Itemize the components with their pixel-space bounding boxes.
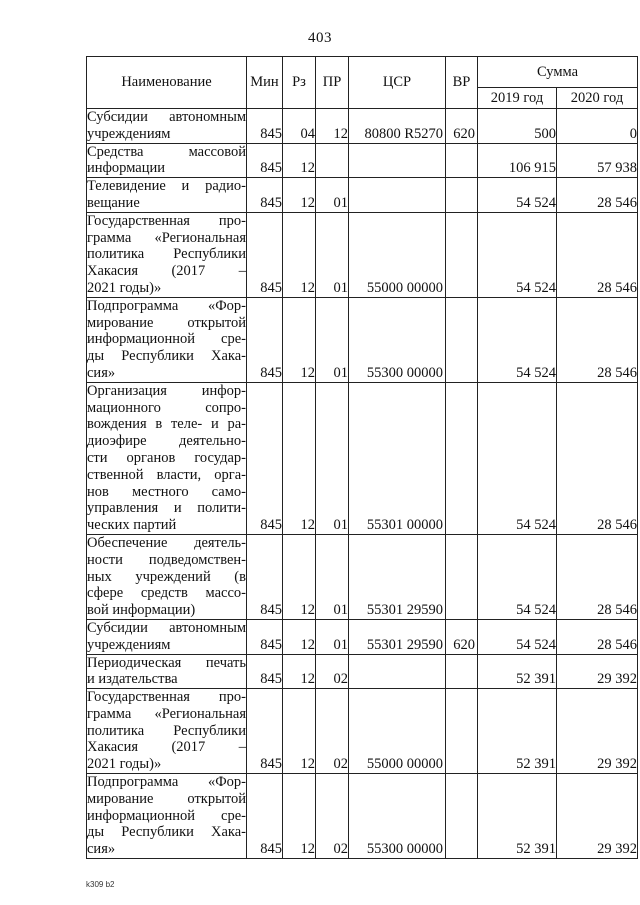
row-amount-2019: 54 524 (478, 534, 557, 619)
row-amount-2019: 52 391 (478, 774, 557, 859)
table-row (87, 212, 638, 297)
row-min: 845 (247, 619, 283, 654)
row-name-line: грамма «Региональная (87, 705, 246, 722)
row-name-line: мационного сопро- (87, 399, 246, 416)
row-name-line: Телевидение и радио- (87, 178, 246, 195)
row-name-line: Организация инфор- (87, 382, 246, 399)
budget-table (86, 56, 638, 859)
row-name-line: диоэфире деятельно- (87, 433, 246, 450)
row-name-line: вождения в теле- и ра- (87, 416, 246, 433)
row-rz: 12 (283, 619, 316, 654)
row-pr: 01 (316, 297, 349, 382)
row-amount-2019: 54 524 (478, 212, 557, 297)
row-amount-2020: 57 938 (557, 143, 638, 178)
row-pr: 02 (316, 774, 349, 859)
row-pr: 01 (316, 534, 349, 619)
row-name (87, 212, 247, 297)
row-csr (349, 178, 446, 213)
row-name-line: сти органов государ- (87, 449, 246, 466)
header-vr: ВР (446, 57, 478, 109)
row-vr (446, 689, 478, 774)
row-csr (349, 654, 446, 689)
row-vr (446, 382, 478, 534)
row-pr: 01 (316, 619, 349, 654)
row-name-line: Подпрограмма «Фор- (87, 297, 246, 314)
row-amount-2020: 28 546 (557, 534, 638, 619)
row-name-line: сия» (87, 364, 116, 381)
row-rz: 12 (283, 534, 316, 619)
row-amount-2020: 28 546 (557, 212, 638, 297)
row-name (87, 654, 247, 689)
row-name-line: информационной сре- (87, 331, 246, 348)
header-year-2020: 2020 год (557, 88, 638, 109)
table-row (87, 619, 638, 654)
row-name (87, 178, 247, 213)
row-min: 845 (247, 689, 283, 774)
row-name (87, 143, 247, 178)
table-row (87, 382, 638, 534)
row-name-line: Хакасия (2017 – (87, 263, 246, 280)
row-csr: 55000 00000 (349, 689, 446, 774)
row-name-line: и издательства (87, 671, 178, 688)
row-name-line: Государственная про- (87, 689, 246, 706)
row-rz: 12 (283, 382, 316, 534)
row-name-line: Субсидии автономным (87, 109, 246, 125)
row-name-line: ственной власти, орга- (87, 466, 246, 483)
row-min: 845 (247, 212, 283, 297)
row-name-line: информации (87, 160, 165, 177)
row-csr: 55301 29590 (349, 619, 446, 654)
row-vr: 620 (446, 619, 478, 654)
row-rz: 04 (283, 109, 316, 144)
row-name-line: мирование открытой (87, 314, 246, 331)
header-rz: Рз (283, 57, 316, 109)
row-name (87, 109, 247, 144)
header-pr: ПР (316, 57, 349, 109)
row-name-line: ности подведомствен- (87, 551, 246, 568)
table-row (87, 534, 638, 619)
table-row (87, 178, 638, 213)
row-csr: 55000 00000 (349, 212, 446, 297)
row-rz: 12 (283, 689, 316, 774)
row-rz: 12 (283, 774, 316, 859)
table-row (87, 774, 638, 859)
row-name-line: Субсидии автономным (87, 619, 246, 636)
row-csr: 80800 R5270 (349, 109, 446, 144)
row-min: 845 (247, 178, 283, 213)
row-amount-2019: 500 (478, 109, 557, 144)
header-year-2019: 2019 год (478, 88, 557, 109)
row-name (87, 689, 247, 774)
row-amount-2020: 28 546 (557, 619, 638, 654)
row-name (87, 774, 247, 859)
row-name-line: Обеспечение деятель- (87, 534, 246, 551)
row-rz: 12 (283, 143, 316, 178)
row-name-line: учреждениям (87, 636, 171, 653)
row-name (87, 619, 247, 654)
row-min: 845 (247, 534, 283, 619)
row-name-line: сия» (87, 841, 116, 858)
row-name-line: ных учреждений (в (87, 568, 246, 585)
row-amount-2019: 54 524 (478, 178, 557, 213)
table-body (87, 109, 638, 859)
row-name (87, 382, 247, 534)
row-amount-2020: 29 392 (557, 654, 638, 689)
table-row (87, 689, 638, 774)
row-rz: 12 (283, 654, 316, 689)
row-name (87, 534, 247, 619)
row-name-line: ды Республики Хака- (87, 824, 246, 841)
row-min: 845 (247, 382, 283, 534)
row-min: 845 (247, 654, 283, 689)
row-min: 845 (247, 143, 283, 178)
row-pr (316, 143, 349, 178)
row-vr: 620 (446, 109, 478, 144)
row-name-line: грамма «Региональная (87, 229, 246, 246)
row-csr: 55300 00000 (349, 774, 446, 859)
row-vr (446, 534, 478, 619)
row-name-line: вещание (87, 194, 140, 211)
row-csr (349, 143, 446, 178)
row-amount-2020: 28 546 (557, 297, 638, 382)
row-amount-2019: 52 391 (478, 689, 557, 774)
row-min: 845 (247, 109, 283, 144)
row-name-line: учреждениям (87, 125, 171, 142)
row-csr: 55300 00000 (349, 297, 446, 382)
row-vr (446, 178, 478, 213)
row-rz: 12 (283, 297, 316, 382)
row-name-line: 2021 годы)» (87, 756, 162, 773)
row-amount-2020: 0 (557, 109, 638, 144)
table-row (87, 297, 638, 382)
header-csr: ЦСР (349, 57, 446, 109)
row-pr: 02 (316, 654, 349, 689)
row-name-line: управления и полити- (87, 500, 246, 517)
row-pr: 01 (316, 178, 349, 213)
header-sum: Сумма (478, 57, 638, 88)
row-csr: 55301 00000 (349, 382, 446, 534)
row-vr (446, 143, 478, 178)
row-name-line: Подпрограмма «Фор- (87, 774, 246, 791)
row-name-line: информационной сре- (87, 807, 246, 824)
footer-code: k309 b2 (86, 880, 115, 889)
row-amount-2020: 28 546 (557, 382, 638, 534)
row-min: 845 (247, 774, 283, 859)
row-name-line: ческих партий (87, 517, 177, 534)
row-name-line: сфере средств массо- (87, 585, 246, 602)
row-pr: 01 (316, 212, 349, 297)
header-min: Мин (247, 57, 283, 109)
row-amount-2020: 29 392 (557, 689, 638, 774)
row-amount-2020: 28 546 (557, 178, 638, 213)
row-name-line: политика Республики (87, 246, 246, 263)
row-vr (446, 297, 478, 382)
row-vr (446, 654, 478, 689)
row-amount-2019: 106 915 (478, 143, 557, 178)
row-name-line: политика Республики (87, 722, 246, 739)
row-name-line: Хакасия (2017 – (87, 739, 246, 756)
header-name: Наименование (87, 57, 247, 109)
table-row (87, 143, 638, 178)
row-amount-2019: 52 391 (478, 654, 557, 689)
row-name-line: Государственная про- (87, 212, 246, 229)
table-row (87, 654, 638, 689)
row-name-line: Средства массовой (87, 143, 246, 160)
row-amount-2019: 54 524 (478, 297, 557, 382)
row-name-line: мирование открытой (87, 790, 246, 807)
row-name-line: нов местного само- (87, 483, 246, 500)
row-rz: 12 (283, 212, 316, 297)
table-row (87, 109, 638, 144)
row-vr (446, 212, 478, 297)
row-pr: 02 (316, 689, 349, 774)
row-csr: 55301 29590 (349, 534, 446, 619)
row-name-line: 2021 годы)» (87, 279, 162, 296)
row-rz: 12 (283, 178, 316, 213)
row-vr (446, 774, 478, 859)
row-amount-2020: 29 392 (557, 774, 638, 859)
row-pr: 01 (316, 382, 349, 534)
row-name-line: вой информации) (87, 602, 196, 619)
row-name (87, 297, 247, 382)
row-pr: 12 (316, 109, 349, 144)
row-amount-2019: 54 524 (478, 382, 557, 534)
row-amount-2019: 54 524 (478, 619, 557, 654)
row-name-line: ды Республики Хака- (87, 348, 246, 365)
row-name-line: Периодическая печать (87, 654, 246, 671)
row-min: 845 (247, 297, 283, 382)
page-number: 403 (308, 30, 332, 46)
